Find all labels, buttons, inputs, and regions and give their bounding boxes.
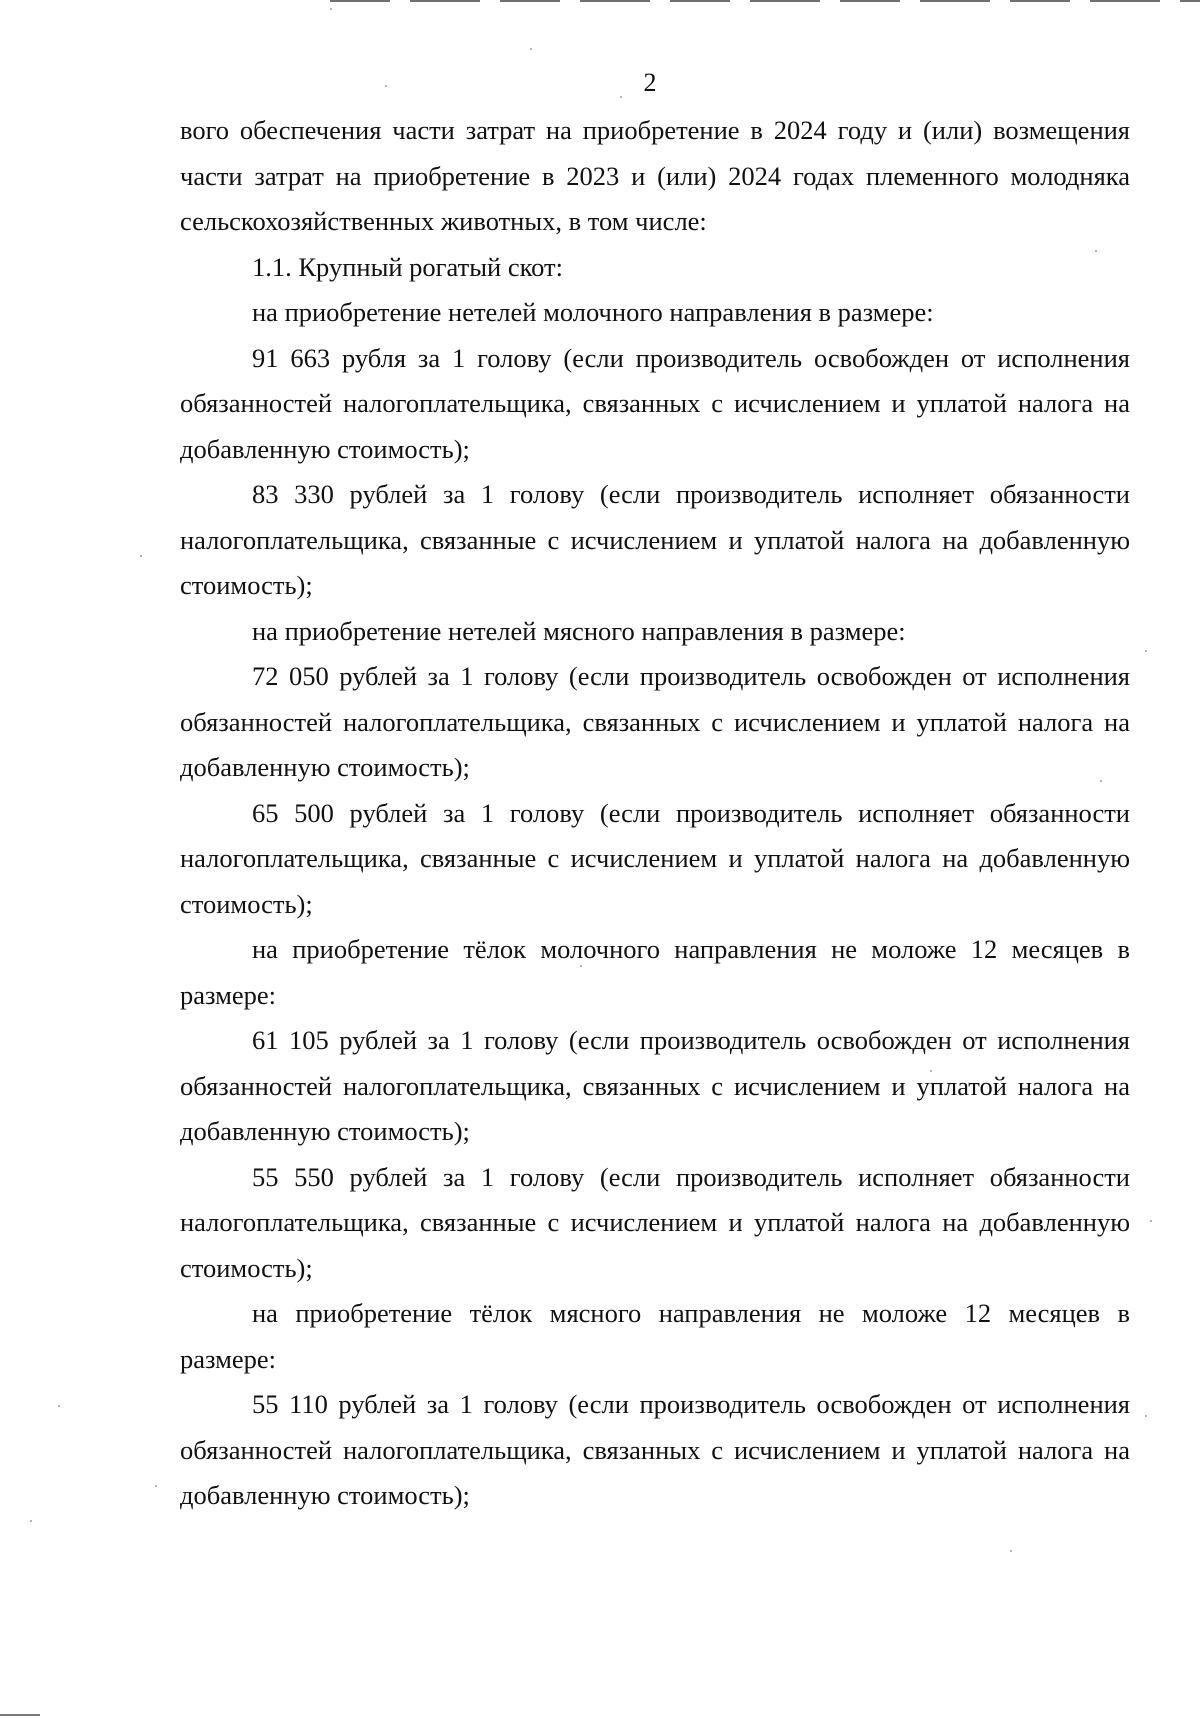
scan-speck: [58, 1405, 60, 1407]
scan-edge-artifact: [330, 0, 1200, 2]
scan-speck: [330, 8, 332, 10]
paragraph: 91 663 рубля за 1 голову (если производитель освобожден от исполнения обязанностей налогоплательщика, связанных с исчислением и уплатой налога на добавленную стоимость);: [180, 342, 1130, 464]
document-body: [180, 108, 1130, 1519]
scan-speck: [155, 1485, 157, 1487]
scan-speck: [1150, 1220, 1152, 1222]
paragraph: на приобретение тёлок мясного направления не моложе 12 месяцев в размере:: [180, 1298, 1130, 1374]
scan-speck: [1145, 1415, 1147, 1417]
paragraph: 83 330 рублей за 1 голову (если производитель исполняет обязанности налогоплательщика, связанные с исчислением и уплатой налога на добавленную стоимость);: [180, 479, 1130, 600]
scan-speck: [530, 48, 532, 50]
page-number: 2: [643, 68, 657, 97]
paragraph: на приобретение нетелей молочного направления в размере:: [252, 297, 934, 327]
scan-speck: [1010, 1550, 1012, 1552]
paragraph: 55 550 рублей за 1 голову (если производитель исполняет обязанности налогоплательщика, связанные с исчислением и уплатой налога на добавленную стоимость);: [180, 1161, 1130, 1283]
paragraph: на приобретение нетелей мясного направления в размере:: [252, 615, 906, 646]
scan-speck: [30, 1520, 32, 1522]
scan-edge-artifact: [0, 1714, 40, 1716]
paragraph: 65 500 рублей за 1 голову (если производитель исполняет обязанности налогоплательщика, связанные с исчислением и уплатой налога на добавленную стоимость);: [180, 797, 1130, 919]
scan-speck: [1145, 650, 1147, 652]
paragraph: вого обеспечения части затрат на приобретение в 2024 году и (или) возмещения части затрат на приобретение в 2023 и (или) 2024 годах племенного молодняка сельскохозяйственных животных, в том числе:: [180, 115, 1130, 236]
paragraph: 72 050 рублей за 1 голову (если производитель освобожден от исполнения обязанностей налогоплательщика, связанных с исчислением и уплатой налога на добавленную стоимость);: [180, 661, 1130, 782]
paragraph: 61 105 рублей за 1 голову (если производитель освобожден от исполнения обязанностей налогоплательщика, связанных с исчислением и уплатой налога на добавленную стоимость);: [180, 1025, 1130, 1146]
scan-speck: [140, 555, 142, 557]
paragraph: 1.1. Крупный рогатый скот:: [252, 251, 563, 282]
paragraph: 55 110 рублей за 1 голову (если производитель освобожден от исполнения обязанностей налогоплательщика, связанных с исчислением и уплатой налога на добавленную стоимость);: [180, 1389, 1130, 1510]
paragraph: на приобретение тёлок молочного направления не моложе 12 месяцев в размере:: [180, 934, 1130, 1010]
